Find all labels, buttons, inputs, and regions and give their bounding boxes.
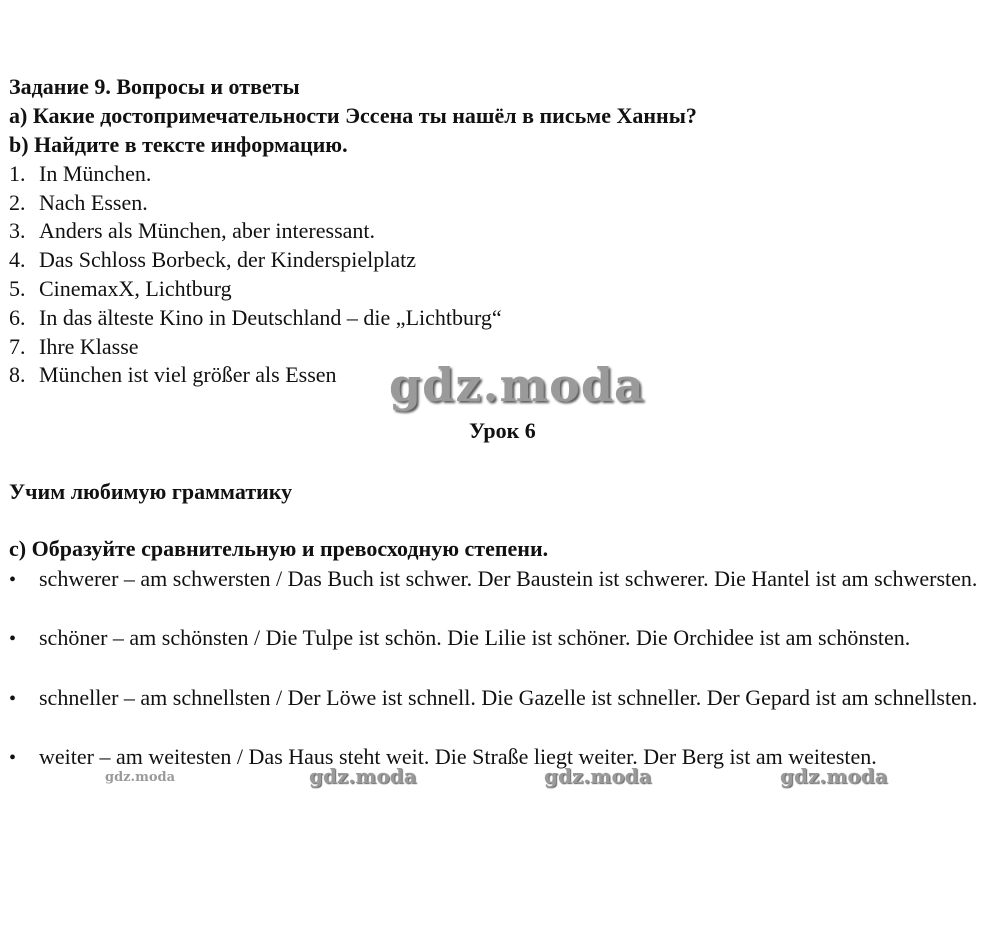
list-item-text: In München. [39, 161, 152, 186]
lesson-label: Урок 6 [469, 418, 536, 443]
list-item-text: CinemaxX, Lichtburg [39, 276, 232, 301]
bullet: • [9, 628, 17, 650]
watermark-small: gdz.moda [309, 764, 417, 788]
list-item-text: Nach Essen. [39, 190, 148, 215]
list-item-number: 7. [9, 334, 26, 359]
watermark-small: gdz.moda [105, 770, 176, 785]
list-item [9, 564, 985, 595]
list-item [9, 216, 375, 245]
list-item-number: 5. [9, 276, 26, 301]
list-item [9, 683, 985, 714]
watermark-small: gdz.moda [780, 764, 888, 788]
list-item-text: Ihre Klasse [39, 334, 139, 359]
list-item-text: In das älteste Kino in Deutschland – die „Lichtburg“ [39, 305, 502, 330]
task-title: Задание 9. Вопросы и ответы [9, 74, 300, 99]
list-item-text: weiter – am weitesten / Das Haus steht weit. Die Straße liegt weiter. Der Berg ist am weitesten. [39, 744, 877, 769]
list-item-text: München ist viel größer als Essen [39, 362, 337, 387]
list-item [9, 159, 151, 188]
list-item-number: 8. [9, 362, 26, 387]
list-item-text: Anders als München, aber interessant. [39, 218, 376, 243]
list-item-number: 2. [9, 190, 26, 215]
list-item-number: 1. [9, 161, 26, 186]
list-item [9, 303, 502, 332]
list-item [9, 245, 416, 274]
list-item [9, 274, 232, 303]
list-item-number: 4. [9, 247, 26, 272]
list-item [9, 332, 139, 361]
list-item [9, 188, 148, 217]
list-item-text: schneller – am schnellsten / Der Löwe ist schnell. Die Gazelle ist schneller. Der Gepard ist am schnellsten. [39, 685, 978, 710]
task-part-b: b) Найдите в тексте информацию. [9, 132, 348, 157]
list-item-text: schwerer – am schwersten / Das Buch ist schwer. Der Baustein ist schwerer. Die Hantel ist am schwersten. [39, 566, 978, 591]
list-item-number: 6. [9, 305, 26, 330]
list-item-number: 3. [9, 218, 26, 243]
document-page [9, 0, 985, 925]
grammar-part-c: c) Образуйте сравнительную и превосходную степени. [9, 536, 549, 561]
list-item-text: schöner – am schönsten / Die Tulpe ist schön. Die Lilie ist schöner. Die Orchidee ist am schönsten. [39, 625, 911, 650]
bullet: • [9, 688, 17, 710]
watermark-logo: gdz.moda [389, 358, 645, 412]
task-part-a: a) Какие достопримечательности Эссена ты нашёл в письме Ханны? [9, 103, 697, 128]
list-item-text: Das Schloss Borbeck, der Kinderspielplatz [39, 247, 416, 272]
list-item [9, 360, 337, 389]
watermark-small: gdz.moda [544, 764, 652, 788]
bullet: • [9, 569, 17, 591]
grammar-heading: Учим любимую грамматику [9, 479, 293, 504]
list-item [9, 623, 985, 654]
bullet: • [9, 747, 17, 769]
